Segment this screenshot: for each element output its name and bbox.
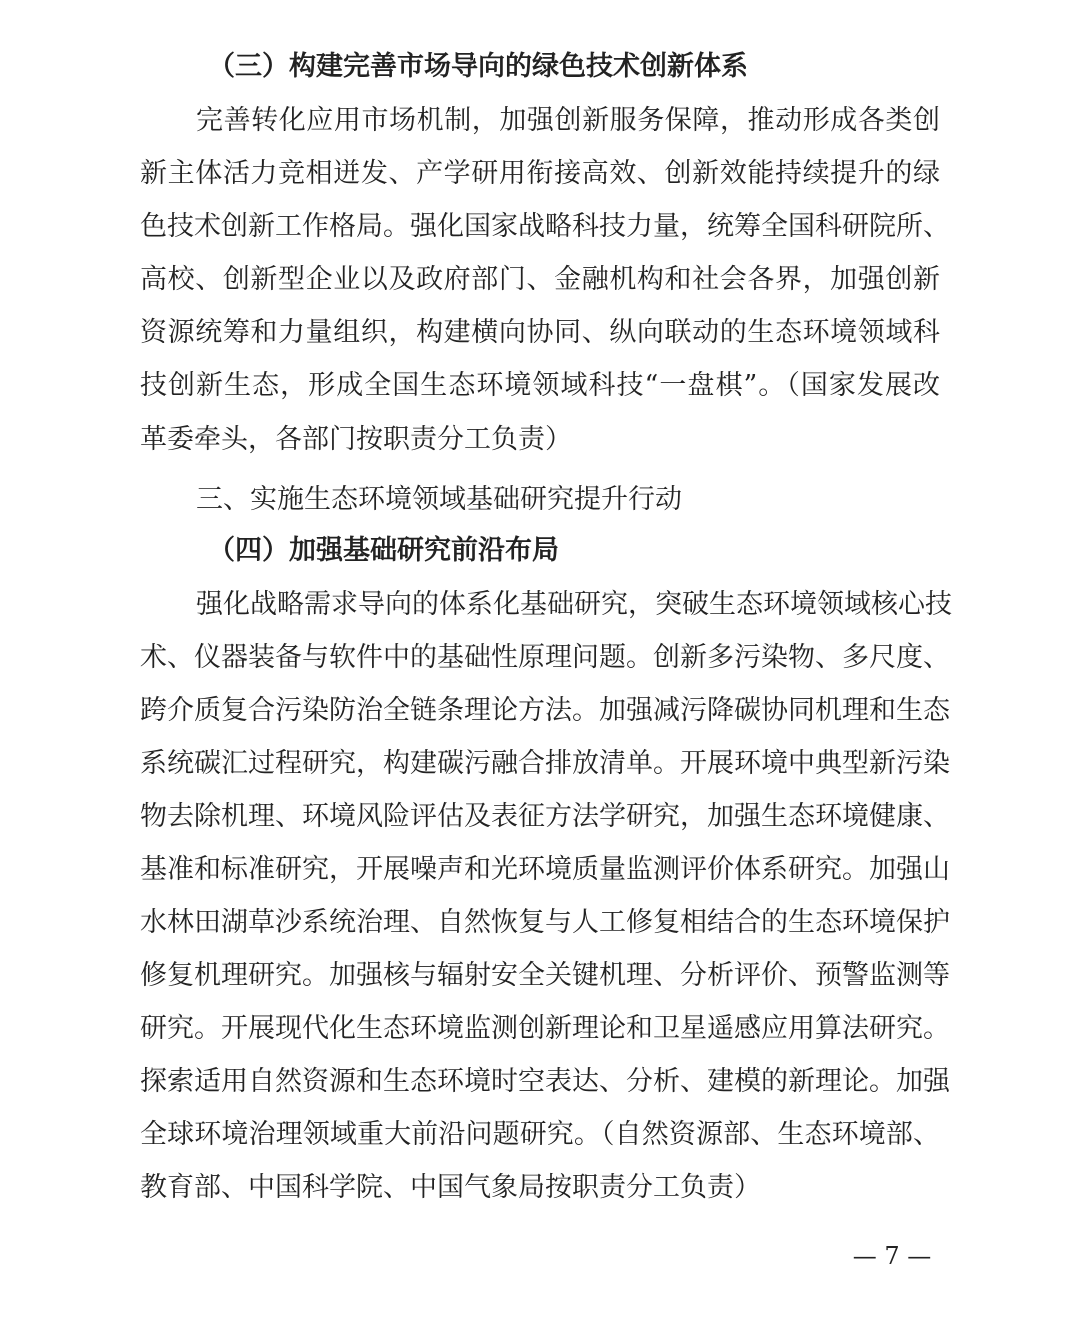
section4-line-3: 跨介质复合污染防治全链条理论方法。加强减污降碳协同机理和生态 xyxy=(140,695,950,726)
section4-line-8: 修复机理研究。加强核与辐射安全关键机理、分析评价、预警监测等 xyxy=(140,960,950,991)
section4-line-1: 强化战略需求导向的体系化基础研究，突破生态环境领域核心技 xyxy=(196,589,952,620)
section4-line-11: 全球环境治理领域重大前沿问题研究。（自然资源部、生态环境部、 xyxy=(140,1119,940,1150)
section3-line-3: 色技术创新工作格局。强化国家战略科技力量，统筹全国科研院所、 xyxy=(140,211,950,242)
part3-heading: 三、实施生态环境领域基础研究提升行动 xyxy=(196,484,682,515)
section4-line-7: 水林田湖草沙系统治理、自然恢复与人工修复相结合的生态环境保护 xyxy=(140,907,950,938)
section4-line-9: 研究。开展现代化生态环境监测创新理论和卫星遥感应用算法研究。 xyxy=(140,1013,950,1044)
section3-line-1: 完善转化应用市场机制，加强创新服务保障，推动形成各类创 xyxy=(196,105,940,136)
section4-line-10: 探索适用自然资源和生态环境时空表达、分析、建模的新理论。加强 xyxy=(140,1066,950,1097)
section3-line-6: 技创新生态，形成全国生态环境领域科技“一盘棋”。（国家发展改 xyxy=(140,370,940,401)
section4-line-6: 基准和标准研究，开展噪声和光环境质量监测评价体系研究。加强山 xyxy=(140,854,950,885)
section3-line-4: 高校、创新型企业以及政府部门、金融机构和社会各界，加强创新 xyxy=(140,264,940,295)
section4-line-2: 术、仪器装备与软件中的基础性原理问题。创新多污染物、多尺度、 xyxy=(140,642,950,673)
section4-line-12: 教育部、中国科学院、中国气象局按职责分工负责） xyxy=(140,1172,761,1203)
section4-line-5: 物去除机理、环境风险评估及表征方法学研究，加强生态环境健康、 xyxy=(140,801,950,832)
section3-heading: （三）构建完善市场导向的绿色技术创新体系 xyxy=(208,51,748,82)
section4-heading: （四）加强基础研究前沿布局 xyxy=(208,535,559,566)
page-number: — 7 — xyxy=(852,1242,932,1270)
section4-line-4: 系统碳汇过程研究，构建碳污融合排放清单。开展环境中典型新污染 xyxy=(140,748,950,779)
section3-line-2: 新主体活力竞相迸发、产学研用衔接高效、创新效能持续提升的绿 xyxy=(140,158,940,189)
section3-line-7: 革委牵头，各部门按职责分工负责） xyxy=(140,424,572,455)
section3-line-5: 资源统筹和力量组织，构建横向协同、纵向联动的生态环境领域科 xyxy=(140,317,940,348)
